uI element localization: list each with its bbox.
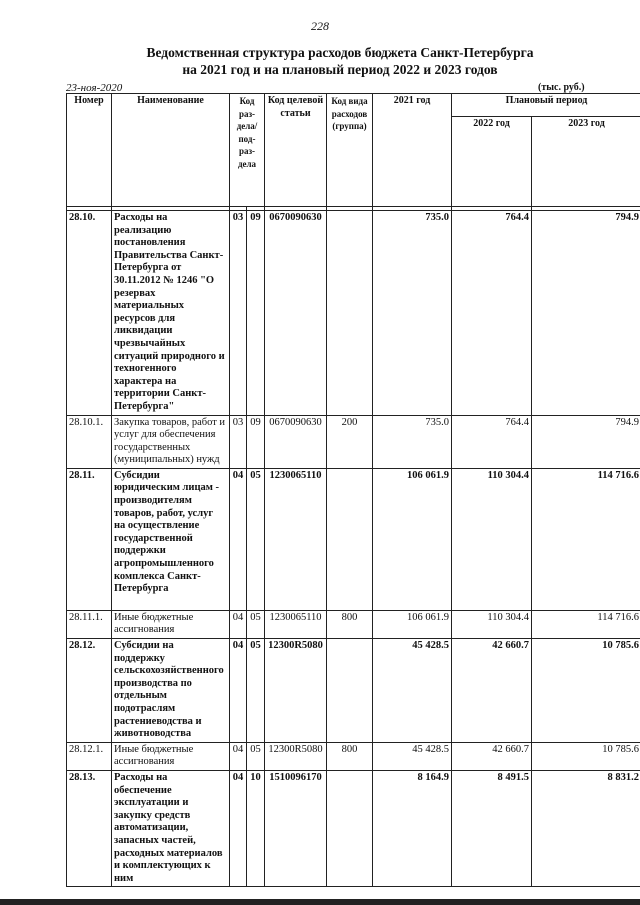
row-amount-2021: 45 428.5: [373, 639, 452, 743]
row-amount-2022: 764.4: [452, 415, 532, 468]
row-section: 03: [230, 211, 247, 416]
row-amount-2021: 106 061.9: [373, 610, 452, 638]
row-amount-2022: 42 660.7: [452, 742, 532, 770]
row-expense-type: [327, 771, 373, 887]
header-planned-period: Плановый период: [452, 94, 640, 117]
row-subsection: 05: [247, 639, 265, 743]
row-section: 04: [230, 771, 247, 887]
row-target-code: 0670090630: [265, 415, 327, 468]
row-subsection: 05: [247, 742, 265, 770]
row-amount-2023: 10 785.6: [532, 742, 640, 770]
row-expense-type: [327, 211, 373, 416]
title-line-1: Ведомственная структура расходов бюджета Санкт-Петербурга: [146, 45, 534, 60]
scan-bottom-edge: [0, 899, 640, 905]
page-number: 228: [311, 19, 329, 33]
row-number: 28.11.: [67, 468, 112, 610]
row-number: 28.12.1.: [67, 742, 112, 770]
row-expense-type: [327, 468, 373, 610]
row-name: Субсидии на поддержку сельскохозяйственного производства по отдельным подотраслям растениеводства и животноводства: [112, 639, 230, 743]
row-number: 28.10.: [67, 211, 112, 416]
header-target: Код целевой статьи: [265, 94, 327, 207]
row-name: Расходы на реализацию постановления Правительства Санкт-Петербурга от 30.11.2012 № 1246 "О резервах материальных ресурсов для ликвидации чрезвычайных ситуаций природного и техногенного характера на территории Санкт-Петербурга": [112, 211, 230, 416]
row-name: Иные бюджетные ассигнования: [112, 742, 230, 770]
row-target-code: 1230065110: [265, 468, 327, 610]
row-amount-2022: 110 304.4: [452, 468, 532, 610]
table-row: [67, 211, 640, 416]
document-title: [60, 44, 620, 78]
document-date: 23-ноя-2020: [66, 82, 123, 94]
header-2021: 2021 год: [373, 94, 452, 207]
row-amount-2021: 106 061.9: [373, 468, 452, 610]
units-label: (тыс. руб.): [538, 82, 585, 93]
row-amount-2021: 735.0: [373, 211, 452, 416]
header-section: Код раз-дела/ под-раз-дела: [230, 94, 265, 207]
title-line-2: на 2021 год и на плановый период 2022 и 2023 годов: [182, 62, 498, 77]
row-expense-type: 800: [327, 742, 373, 770]
row-number: 28.10.1.: [67, 415, 112, 468]
row-amount-2022: 42 660.7: [452, 639, 532, 743]
header-2022: 2022 год: [452, 117, 532, 207]
row-amount-2023: 794.9: [532, 415, 640, 468]
row-subsection: 09: [247, 211, 265, 416]
header-2023: 2023 год: [532, 117, 640, 207]
row-name: Иные бюджетные ассигнования: [112, 610, 230, 638]
row-section: 03: [230, 415, 247, 468]
row-amount-2022: 764.4: [452, 211, 532, 416]
row-subsection: 05: [247, 468, 265, 610]
row-amount-2021: 45 428.5: [373, 742, 452, 770]
row-number: 28.12.: [67, 639, 112, 743]
header-expense-type: Код вида расходов (группа): [327, 94, 373, 207]
row-target-code: 0670090630: [265, 211, 327, 416]
row-amount-2021: 735.0: [373, 415, 452, 468]
row-section: 04: [230, 610, 247, 638]
row-subsection: 10: [247, 771, 265, 887]
expenditure-table: [66, 93, 640, 887]
row-amount-2023: 114 716.6: [532, 468, 640, 610]
header-number: Номер: [67, 94, 112, 207]
row-section: 04: [230, 742, 247, 770]
row-amount-2021: 8 164.9: [373, 771, 452, 887]
table-row: [67, 771, 640, 887]
row-expense-type: [327, 639, 373, 743]
row-number: 28.13.: [67, 771, 112, 887]
row-target-code: 1230065110: [265, 610, 327, 638]
table-body: [67, 211, 640, 887]
row-amount-2023: 114 716.6: [532, 610, 640, 638]
row-section: 04: [230, 468, 247, 610]
row-expense-type: 200: [327, 415, 373, 468]
row-expense-type: 800: [327, 610, 373, 638]
row-subsection: 05: [247, 610, 265, 638]
header-name: Наименование: [112, 94, 230, 207]
row-section: 04: [230, 639, 247, 743]
row-amount-2023: 10 785.6: [532, 639, 640, 743]
row-amount-2022: 110 304.4: [452, 610, 532, 638]
row-subsection: 09: [247, 415, 265, 468]
row-number: 28.11.1.: [67, 610, 112, 638]
table-row: [67, 742, 640, 770]
row-name: Расходы на обеспечение эксплуатации и закупку средств автоматизации, запасных частей, расходных материалов и комплектующих к ним: [112, 771, 230, 887]
row-amount-2022: 8 491.5: [452, 771, 532, 887]
row-target-code: 1510096170: [265, 771, 327, 887]
row-name: Субсидии юридическим лицам - производителям товаров, работ, услуг на осуществление государственной поддержки агропромышленного комплекса Санкт-Петербурга: [112, 468, 230, 610]
table-row: [67, 468, 640, 610]
row-target-code: 12300R5080: [265, 742, 327, 770]
row-target-code: 12300R5080: [265, 639, 327, 743]
row-amount-2023: 794.9: [532, 211, 640, 416]
row-name: Закупка товаров, работ и услуг для обеспечения государственных (муниципальных) нужд: [112, 415, 230, 468]
table-row: [67, 415, 640, 468]
table-row: [67, 639, 640, 743]
row-amount-2023: 8 831.2: [532, 771, 640, 887]
table-row: [67, 610, 640, 638]
